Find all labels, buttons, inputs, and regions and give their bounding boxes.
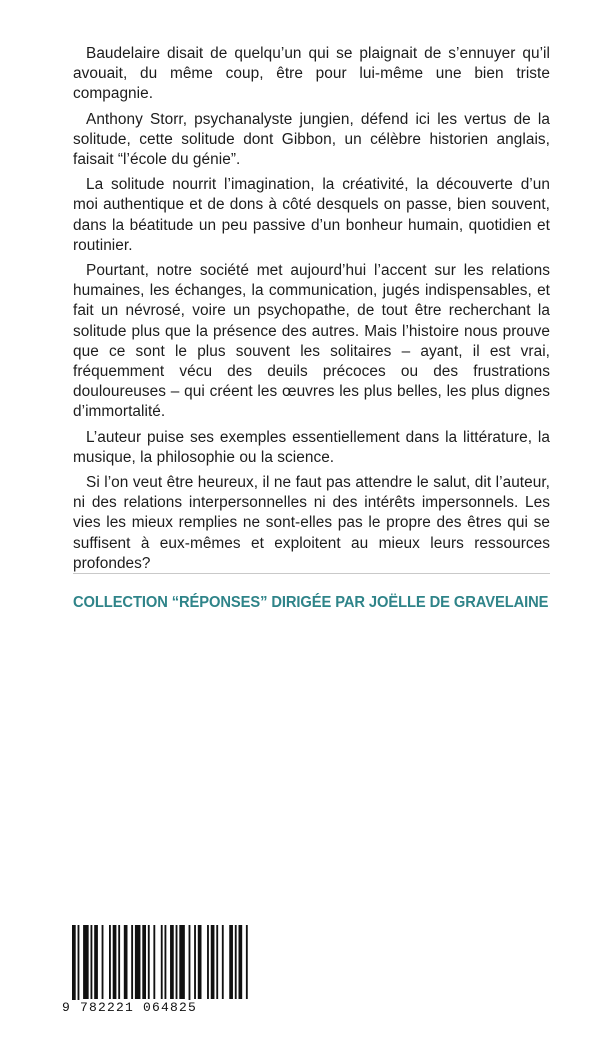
barcode-bar — [72, 925, 76, 1005]
barcode-bar — [207, 925, 209, 999]
collection-title: COLLECTION “RÉPONSES” DIRIGÉE PAR JOËLLE DE GRAVELAINE — [73, 594, 549, 611]
barcode-bar — [83, 925, 89, 999]
blurb-paragraph-3: La solitude nourrit l’imagination, la créativité, la découverte d’un moi authentique et de dons à côté desquels on passe, bien souvent, dans la béatitude un peu passive d’un bonheur humain, quotidien et routinier. — [73, 176, 550, 254]
barcode-bar — [222, 925, 224, 999]
barcode-bar — [246, 925, 248, 999]
barcode-bar — [102, 925, 104, 999]
barcode-bar — [142, 925, 146, 999]
blurb-paragraph-4: Pourtant, notre société met aujourd’hui l’accent sur les relations humaines, les échanges, la communication, jugés indispensables, et fait un névrosé, voire un psychopathe, de tout être recherchant la solitude plus que la présence des autres. Mais l’histoire nous prouve que ce sont le plus souvent les solitaires – ayant, il est vrai, fréquemment vécu des deuils précoces ou des frustrations douloureuses – qui créent les œuvres les plus belles, les plus dignes d’immortalité. — [73, 262, 550, 421]
barcode-bar — [109, 925, 111, 999]
barcode-bar — [211, 925, 215, 999]
barcode-bar — [198, 925, 202, 999]
barcode-bar — [165, 925, 167, 999]
barcode-bar — [131, 925, 133, 999]
barcode-bar — [161, 925, 163, 999]
barcode-bars — [62, 925, 257, 1005]
barcode-bar — [239, 925, 243, 999]
barcode-bar — [179, 925, 185, 999]
blurb-paragraph-6: Si l’on veut être heureux, il ne faut pas attendre le salut, dit l’auteur, ni des relations interpersonnelles ni des intérêts impersonnels. Les vies les mieux remplies ne sont-elles pas le propre des êtres qui se suffisent à eux-mêmes et exploitent au mieux leurs ressources profondes? — [73, 474, 550, 572]
barcode-bar — [148, 925, 150, 999]
isbn-number: 9 782221 064825 — [62, 1000, 257, 1015]
barcode-bar — [113, 925, 117, 999]
barcode-bar — [153, 925, 155, 999]
barcode-bar — [118, 925, 120, 999]
barcode-bar — [176, 925, 178, 999]
barcode-bar — [124, 925, 128, 999]
divider-line — [73, 573, 550, 574]
back-cover-blurb — [73, 44, 550, 579]
blurb-paragraph-5: L’auteur puise ses exemples essentiellement dans la littérature, la musique, la philosophie ou la science. — [73, 428, 550, 466]
barcode-bar — [235, 925, 237, 999]
barcode-bar — [216, 925, 218, 999]
barcode-bar — [229, 925, 233, 999]
blurb-paragraph-1: Baudelaire disait de quelqu’un qui se plaignait de s’ennuyer qu’il avouait, du même coup, être pour lui-même une bien triste compagnie. — [73, 45, 550, 103]
barcode-bar — [78, 925, 80, 1005]
blurb-paragraph-2: Anthony Storr, psychanalyste jungien, défend ici les vertus de la solitude, cette solitude dont Gibbon, un célèbre historien anglais, faisait “l’école du génie”. — [73, 110, 550, 169]
barcode-bar — [91, 925, 93, 999]
barcode-bar — [189, 925, 191, 1005]
barcode-bar — [135, 925, 141, 999]
barcode-bar — [194, 925, 196, 999]
barcode-bar — [94, 925, 98, 999]
barcode-bar — [170, 925, 174, 999]
